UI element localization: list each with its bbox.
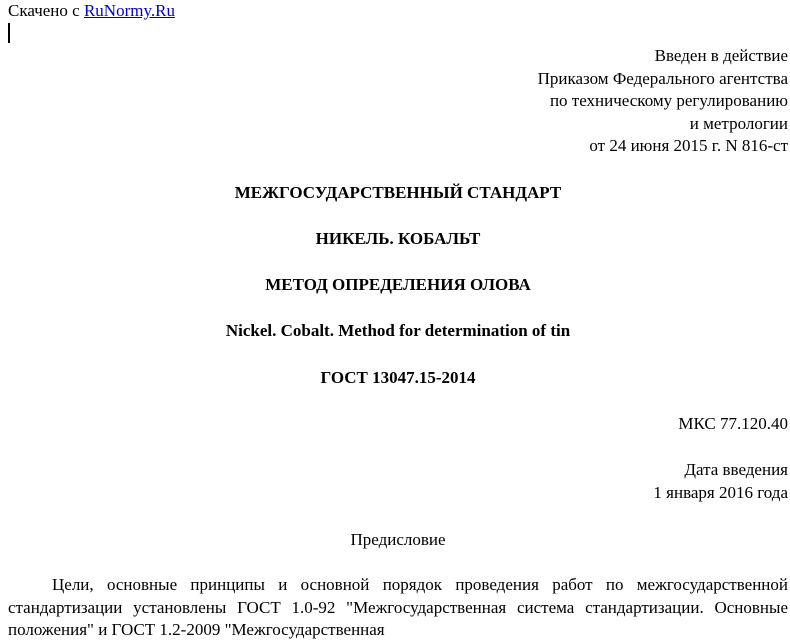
introduced-block — [538, 45, 788, 158]
method-heading: МЕТОД ОПРЕДЕЛЕНИЯ ОЛОВА — [265, 275, 531, 294]
introduced-line-1: Введен в действие — [654, 46, 788, 65]
text-cursor — [8, 23, 10, 43]
introduced-line-3: по техническому регулированию — [549, 91, 788, 110]
effective-date-value: 1 января 2016 года — [653, 482, 788, 502]
mks-code-text: МКС 77.120.40 — [678, 414, 788, 433]
introduced-line-5: от 24 июня 2015 г. N 816-ст — [589, 136, 788, 155]
effective-date-label: Дата введения — [684, 460, 788, 479]
effective-date-block — [653, 459, 788, 504]
preface-heading: Предисловие — [350, 530, 446, 549]
preface-paragraph: Цели, основные принципы и основной порядок проведения работ по межгосударственной стандартизации установлены ГОСТ 1.0-92 "Межгосударственная система стандартизации. Основные положения" и ГОСТ 1.2-2009 "Межгосударственная — [8, 575, 788, 639]
introduced-line-2: Приказом Федерального агентства — [537, 68, 788, 88]
download-source-label: Скачено с — [8, 1, 80, 20]
runormy-link[interactable]: RuNormy.Ru — [83, 1, 175, 20]
gost-number-heading: ГОСТ 13047.15-2014 — [320, 368, 476, 387]
subject-heading: НИКЕЛЬ. КОБАЛЬТ — [315, 229, 481, 248]
mks-code — [678, 413, 788, 436]
english-title-heading: Nickel. Cobalt. Method for determination of tin — [225, 321, 571, 340]
download-source-line — [8, 1, 175, 21]
introduced-line-4: и метрологии — [689, 113, 788, 133]
standard-type-heading: МЕЖГОСУДАРСТВЕННЫЙ СТАНДАРТ — [234, 183, 562, 202]
